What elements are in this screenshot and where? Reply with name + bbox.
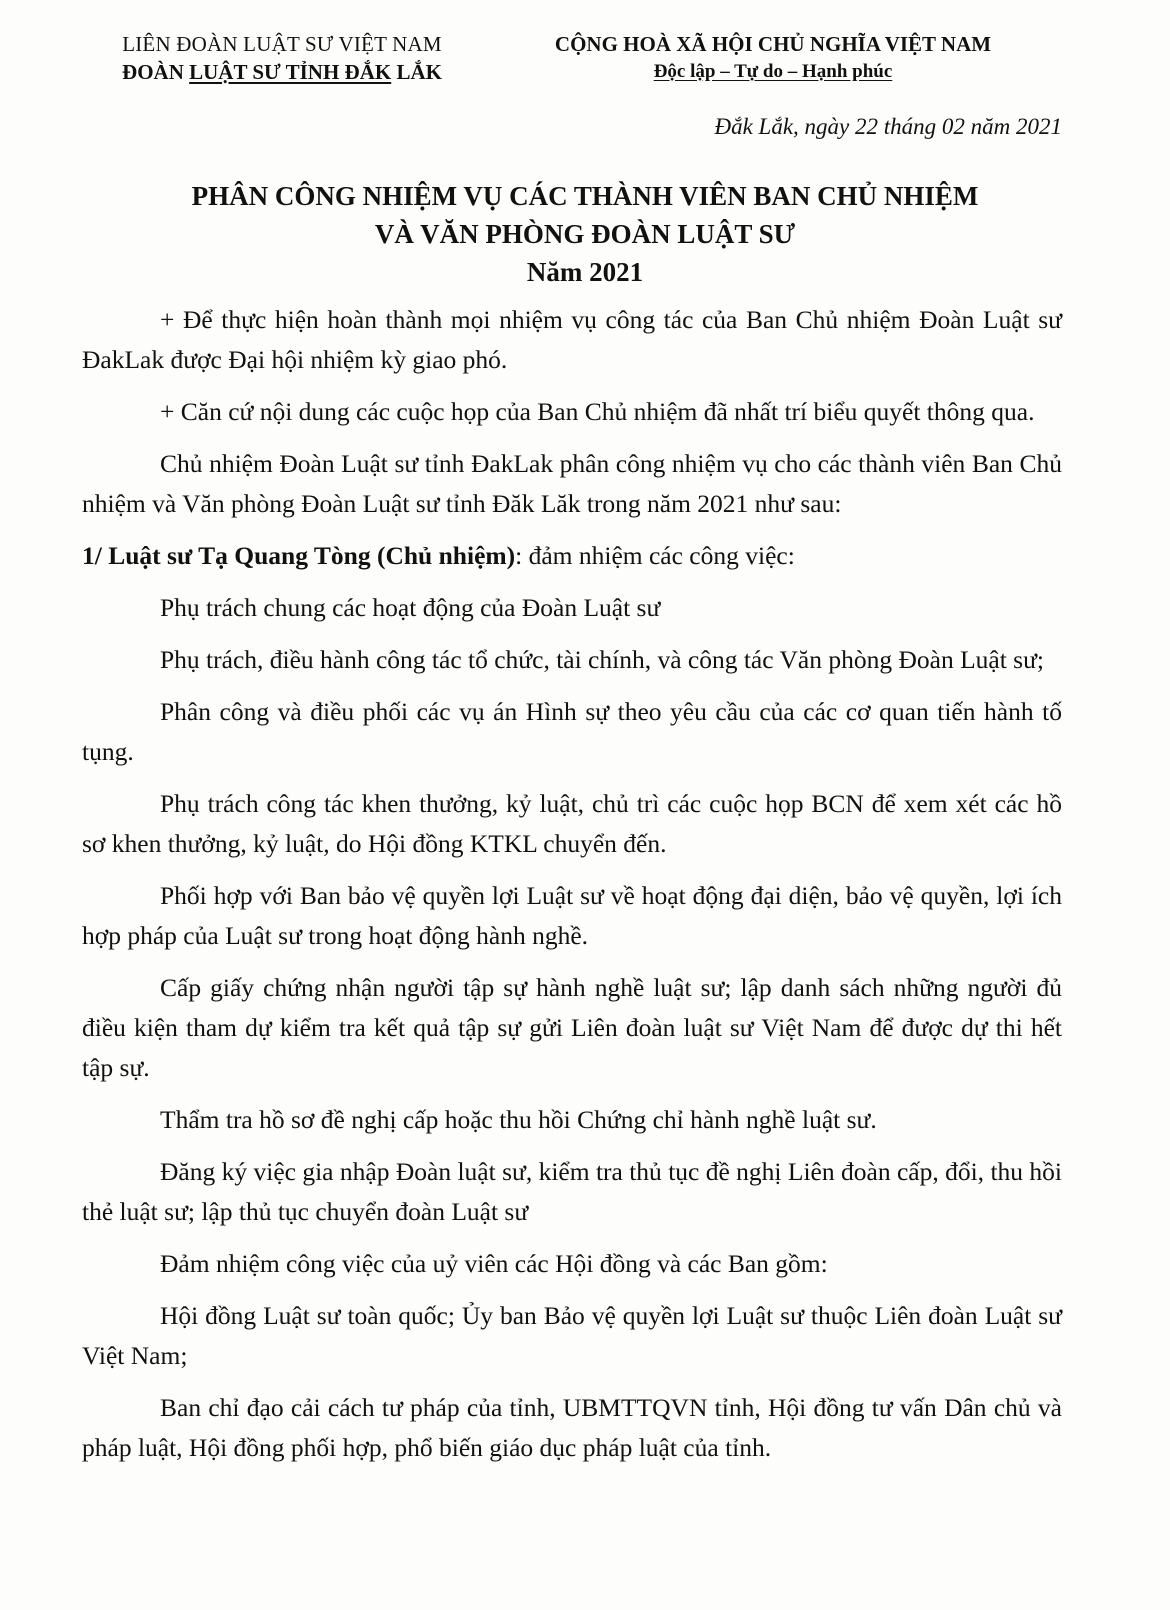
task-item: Ban chỉ đạo cải cách tư pháp của tỉnh, UBMTTQVN tỉnh, Hội đồng tư vấn Dân chủ và pháp luật, Hội đồng phối hợp, phổ biến giáo dục pháp luật của tỉnh.: [82, 1393, 1062, 1462]
org-line-2-underlined: LUẬT SƯ TỈNH ĐẮK: [189, 60, 392, 84]
intro-paragraph: + Căn cứ nội dung các cuộc họp của Ban Chủ nhiệm đã nhất trí biểu quyết thông qua.: [160, 397, 1035, 426]
document-title: [0, 177, 1170, 291]
task-item: Đảm nhiệm công việc của uỷ viên các Hội đồng và các Ban gồm:: [160, 1249, 828, 1278]
section-1-heading: [82, 536, 1062, 576]
task-item: Phối hợp với Ban bảo vệ quyền lợi Luật sư về hoạt động đại diện, bảo vệ quyền, lợi ích hợp pháp của Luật sư trong hoạt động hành nghề.: [82, 881, 1062, 950]
intro-paragraph: + Để thực hiện hoàn thành mọi nhiệm vụ công tác của Ban Chủ nhiệm Đoàn Luật sư ĐakLak được Đại hội nhiệm kỳ giao phó.: [82, 305, 1062, 374]
document-date: Đắk Lắk, ngày 22 tháng 02 năm 2021: [714, 114, 1062, 139]
org-line-2: [92, 58, 472, 86]
task-item: Đăng ký việc gia nhập Đoàn luật sư, kiểm tra thủ tục đề nghị Liên đoàn cấp, đổi, thu hồi thẻ luật sư; lập thủ tục chuyển đoàn Luật sư: [82, 1157, 1062, 1226]
issuing-organization: [92, 30, 472, 86]
org-line-2-prefix: ĐOÀN: [122, 60, 190, 84]
org-line-2-suffix: LẮK: [391, 60, 442, 84]
section-1-heading-bold: 1/ Luật sư Tạ Quang Tòng (Chủ nhiệm): [82, 541, 516, 570]
task-item: Cấp giấy chứng nhận người tập sự hành nghề luật sư; lập danh sách những người đủ điều kiện tham dự kiểm tra kết quả tập sự gửi Liên đoàn luật sư Việt Nam để được dự thi hết tập sự.: [82, 973, 1062, 1082]
section-1-heading-rest: : đảm nhiệm các công việc:: [515, 541, 795, 570]
intro-paragraph: Chủ nhiệm Đoàn Luật sư tỉnh ĐakLak phân công nhiệm vụ cho các thành viên Ban Chủ nhiệm và Văn phòng Đoàn Luật sư tỉnh Đăk Lăk trong năm 2021 như sau:: [82, 449, 1062, 518]
org-line-1: LIÊN ĐOÀN LUẬT SƯ VIỆT NAM: [122, 32, 442, 56]
task-item: Phụ trách, điều hành công tác tổ chức, tài chính, và công tác Văn phòng Đoàn Luật sư;: [160, 645, 1045, 674]
national-header: [508, 30, 1038, 86]
task-item: Phụ trách công tác khen thưởng, kỷ luật, chủ trì các cuộc họp BCN để xem xét các hồ sơ khen thưởng, kỷ luật, do Hội đồng KTKL chuyển đến.: [82, 789, 1062, 858]
task-item: Phụ trách chung các hoạt động của Đoàn Luật sư: [160, 593, 661, 622]
title-line-3: Năm 2021: [526, 257, 644, 287]
country-name: CỘNG HOÀ XÃ HỘI CHỦ NGHĨA VIỆT NAM: [554, 32, 992, 56]
task-item: Phân công và điều phối các vụ án Hình sự theo yêu cầu của các cơ quan tiến hành tố tụng.: [82, 697, 1062, 766]
national-motto: Độc lập – Tự do – Hạnh phúc: [653, 61, 893, 82]
task-item: Thẩm tra hồ sơ đề nghị cấp hoặc thu hồi Chứng chỉ hành nghề luật sư.: [160, 1105, 877, 1134]
task-item: Hội đồng Luật sư toàn quốc; Ủy ban Bảo vệ quyền lợi Luật sư thuộc Liên đoàn Luật sư Việt Nam;: [82, 1301, 1062, 1370]
document-body: [82, 300, 1062, 1480]
title-line-1: PHÂN CÔNG NHIỆM VỤ CÁC THÀNH VIÊN BAN CHỦ NHIỆM: [191, 181, 979, 211]
title-line-2: VÀ VĂN PHÒNG ĐOÀN LUẬT SƯ: [374, 219, 796, 249]
